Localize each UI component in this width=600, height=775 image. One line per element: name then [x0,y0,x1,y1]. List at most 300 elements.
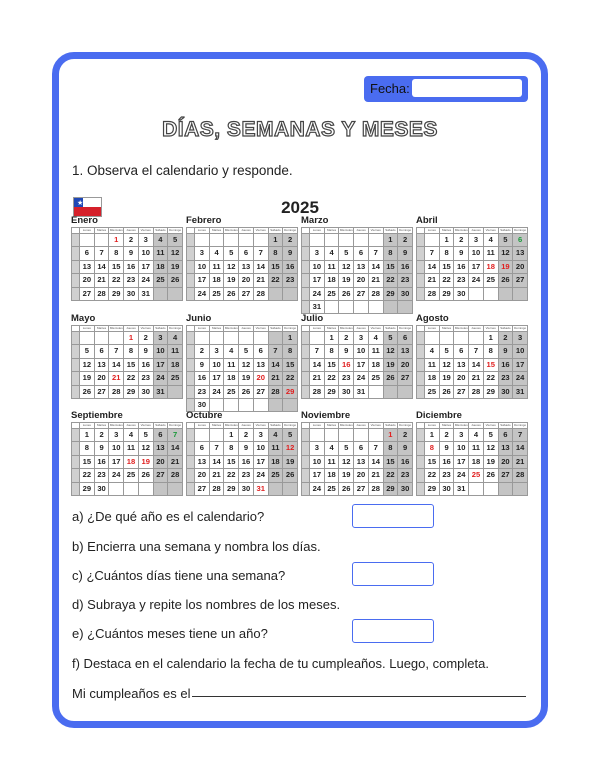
day-cell[interactable]: 16 [398,456,413,469]
day-cell[interactable]: 5 [440,345,455,358]
day-cell[interactable]: 31 [354,386,369,399]
day-cell[interactable]: 29 [109,288,124,301]
day-cell[interactable]: 25 [224,386,239,399]
day-cell[interactable]: 23 [454,274,469,287]
day-cell[interactable]: 26 [440,386,455,399]
day-cell[interactable]: 6 [499,429,514,442]
day-cell[interactable]: 18 [325,469,340,482]
day-cell[interactable]: 20 [80,274,95,287]
day-cell[interactable]: 21 [109,372,124,385]
day-cell[interactable]: 14 [168,442,183,455]
day-cell[interactable]: 21 [168,456,183,469]
day-cell[interactable]: 30 [195,399,210,412]
day-cell[interactable]: 18 [469,456,484,469]
day-cell[interactable]: 20 [513,261,528,274]
day-cell[interactable]: 9 [239,442,254,455]
day-cell[interactable]: 22 [440,274,455,287]
day-cell[interactable]: 12 [283,442,298,455]
day-cell[interactable]: 14 [310,359,325,372]
day-cell[interactable]: 11 [369,345,384,358]
day-cell[interactable] [195,429,210,442]
day-cell[interactable]: 13 [454,359,469,372]
day-cell[interactable]: 30 [239,483,254,496]
day-cell[interactable]: 8 [224,442,239,455]
day-cell[interactable] [195,234,210,247]
day-cell[interactable]: 26 [484,469,499,482]
day-cell[interactable]: 9 [283,247,298,260]
day-cell[interactable]: 21 [425,274,440,287]
day-cell[interactable]: 19 [139,456,154,469]
day-cell[interactable]: 4 [154,234,169,247]
day-cell[interactable]: 30 [398,288,413,301]
day-cell[interactable]: 1 [440,234,455,247]
day-cell[interactable]: 3 [139,234,154,247]
day-cell[interactable]: 18 [484,261,499,274]
day-cell[interactable]: 29 [440,288,455,301]
day-cell[interactable]: 14 [109,359,124,372]
day-cell[interactable]: 19 [339,274,354,287]
day-cell[interactable]: 4 [124,429,139,442]
day-cell[interactable]: 16 [283,261,298,274]
day-cell[interactable]: 1 [384,234,399,247]
day-cell[interactable]: 22 [283,372,298,385]
day-cell[interactable]: 22 [384,274,399,287]
day-cell[interactable] [168,386,183,399]
day-cell[interactable]: 14 [369,456,384,469]
day-cell[interactable]: 1 [224,429,239,442]
answer-box-e[interactable] [352,619,434,643]
day-cell[interactable]: 14 [269,359,284,372]
day-cell[interactable]: 30 [124,288,139,301]
day-cell[interactable]: 4 [168,332,183,345]
day-cell[interactable]: 25 [369,372,384,385]
day-cell[interactable]: 7 [469,345,484,358]
day-cell[interactable]: 25 [154,274,169,287]
day-cell[interactable]: 7 [254,247,269,260]
day-cell[interactable] [168,483,183,496]
day-cell[interactable]: 24 [513,372,528,385]
day-cell[interactable]: 2 [339,332,354,345]
day-cell[interactable]: 17 [254,456,269,469]
day-cell[interactable]: 10 [469,247,484,260]
day-cell[interactable]: 1 [269,234,284,247]
day-cell[interactable]: 28 [369,483,384,496]
day-cell[interactable]: 2 [124,234,139,247]
day-cell[interactable]: 19 [80,372,95,385]
day-cell[interactable]: 1 [425,429,440,442]
day-cell[interactable]: 5 [339,442,354,455]
day-cell[interactable]: 4 [210,247,225,260]
day-cell[interactable]: 27 [398,372,413,385]
day-cell[interactable]: 2 [283,234,298,247]
day-cell[interactable]: 1 [124,332,139,345]
day-cell[interactable]: 2 [139,332,154,345]
day-cell[interactable]: 15 [325,359,340,372]
day-cell[interactable]: 8 [484,345,499,358]
day-cell[interactable]: 12 [440,359,455,372]
day-cell[interactable] [484,483,499,496]
day-cell[interactable]: 31 [310,301,325,314]
day-cell[interactable]: 26 [168,274,183,287]
day-cell[interactable]: 23 [283,274,298,287]
day-cell[interactable]: 13 [398,345,413,358]
day-cell[interactable] [168,288,183,301]
day-cell[interactable]: 10 [195,261,210,274]
day-cell[interactable]: 5 [80,345,95,358]
day-cell[interactable]: 2 [398,234,413,247]
day-cell[interactable] [484,288,499,301]
day-cell[interactable] [469,288,484,301]
day-cell[interactable] [109,332,124,345]
day-cell[interactable]: 28 [513,469,528,482]
day-cell[interactable]: 4 [224,345,239,358]
day-cell[interactable]: 28 [109,386,124,399]
day-cell[interactable]: 22 [425,469,440,482]
day-cell[interactable]: 3 [310,247,325,260]
day-cell[interactable]: 17 [154,359,169,372]
day-cell[interactable]: 16 [440,456,455,469]
day-cell[interactable]: 11 [325,261,340,274]
day-cell[interactable]: 11 [224,359,239,372]
day-cell[interactable]: 23 [440,469,455,482]
day-cell[interactable]: 27 [95,386,110,399]
day-cell[interactable]: 21 [95,274,110,287]
day-cell[interactable]: 17 [310,469,325,482]
day-cell[interactable] [210,234,225,247]
day-cell[interactable] [95,234,110,247]
day-cell[interactable]: 9 [398,247,413,260]
day-cell[interactable]: 3 [195,247,210,260]
day-cell[interactable]: 14 [513,442,528,455]
birthday-answer-line[interactable] [192,696,526,697]
day-cell[interactable]: 12 [224,261,239,274]
day-cell[interactable]: 12 [80,359,95,372]
day-cell[interactable]: 14 [95,261,110,274]
day-cell[interactable] [95,332,110,345]
day-cell[interactable]: 22 [80,469,95,482]
day-cell[interactable] [310,429,325,442]
day-cell[interactable]: 3 [513,332,528,345]
day-cell[interactable]: 24 [310,288,325,301]
day-cell[interactable]: 6 [354,247,369,260]
day-cell[interactable]: 19 [440,372,455,385]
day-cell[interactable]: 19 [384,359,399,372]
day-cell[interactable] [369,386,384,399]
day-cell[interactable]: 26 [239,386,254,399]
day-cell[interactable]: 4 [325,247,340,260]
day-cell[interactable]: 5 [224,247,239,260]
day-cell[interactable]: 13 [499,442,514,455]
day-cell[interactable]: 22 [384,469,399,482]
day-cell[interactable]: 3 [469,234,484,247]
day-cell[interactable]: 29 [425,483,440,496]
day-cell[interactable]: 31 [454,483,469,496]
day-cell[interactable] [339,234,354,247]
day-cell[interactable]: 27 [254,386,269,399]
day-cell[interactable]: 20 [95,372,110,385]
day-cell[interactable]: 26 [224,288,239,301]
day-cell[interactable]: 17 [109,456,124,469]
day-cell[interactable]: 20 [354,469,369,482]
day-cell[interactable]: 27 [195,483,210,496]
day-cell[interactable]: 16 [499,359,514,372]
day-cell[interactable]: 26 [499,274,514,287]
day-cell[interactable]: 1 [384,429,399,442]
day-cell[interactable]: 6 [454,345,469,358]
day-cell[interactable] [384,386,399,399]
day-cell[interactable]: 17 [139,261,154,274]
day-cell[interactable]: 15 [384,261,399,274]
day-cell[interactable]: 14 [425,261,440,274]
day-cell[interactable]: 20 [239,274,254,287]
day-cell[interactable] [354,234,369,247]
day-cell[interactable]: 22 [484,372,499,385]
day-cell[interactable]: 5 [339,247,354,260]
day-cell[interactable]: 9 [124,247,139,260]
day-cell[interactable]: 15 [425,456,440,469]
day-cell[interactable]: 9 [440,442,455,455]
day-cell[interactable]: 8 [109,247,124,260]
day-cell[interactable]: 10 [154,345,169,358]
day-cell[interactable]: 19 [484,456,499,469]
day-cell[interactable] [425,332,440,345]
day-cell[interactable]: 16 [124,261,139,274]
day-cell[interactable]: 7 [269,345,284,358]
day-cell[interactable]: 29 [224,483,239,496]
day-cell[interactable]: 7 [210,442,225,455]
day-cell[interactable]: 16 [95,456,110,469]
day-cell[interactable] [513,288,528,301]
day-cell[interactable]: 20 [154,456,169,469]
day-cell[interactable]: 25 [269,469,284,482]
day-cell[interactable]: 19 [239,372,254,385]
day-cell[interactable]: 3 [254,429,269,442]
day-cell[interactable]: 30 [398,483,413,496]
day-cell[interactable]: 24 [139,274,154,287]
day-cell[interactable]: 30 [440,483,455,496]
day-cell[interactable]: 5 [139,429,154,442]
day-cell[interactable]: 22 [224,469,239,482]
day-cell[interactable]: 7 [168,429,183,442]
day-cell[interactable]: 15 [109,261,124,274]
day-cell[interactable]: 10 [354,345,369,358]
day-cell[interactable] [310,332,325,345]
day-cell[interactable]: 1 [325,332,340,345]
day-cell[interactable]: 4 [369,332,384,345]
day-cell[interactable]: 2 [398,429,413,442]
day-cell[interactable]: 9 [95,442,110,455]
day-cell[interactable]: 14 [254,261,269,274]
day-cell[interactable]: 12 [139,442,154,455]
day-cell[interactable]: 16 [454,261,469,274]
day-cell[interactable]: 30 [454,288,469,301]
day-cell[interactable]: 10 [454,442,469,455]
day-cell[interactable] [369,429,384,442]
day-cell[interactable]: 14 [469,359,484,372]
day-cell[interactable] [499,288,514,301]
day-cell[interactable]: 25 [484,274,499,287]
day-cell[interactable]: 17 [310,274,325,287]
day-cell[interactable] [195,332,210,345]
day-cell[interactable]: 27 [80,288,95,301]
day-cell[interactable]: 25 [325,483,340,496]
day-cell[interactable] [124,483,139,496]
day-cell[interactable]: 16 [139,359,154,372]
day-cell[interactable]: 13 [254,359,269,372]
day-cell[interactable]: 5 [384,332,399,345]
day-cell[interactable]: 26 [339,483,354,496]
day-cell[interactable]: 8 [384,442,399,455]
day-cell[interactable] [154,288,169,301]
day-cell[interactable]: 26 [283,469,298,482]
day-cell[interactable]: 4 [484,234,499,247]
day-cell[interactable]: 18 [425,372,440,385]
day-cell[interactable]: 7 [109,345,124,358]
day-cell[interactable]: 10 [310,261,325,274]
day-cell[interactable]: 21 [469,372,484,385]
day-cell[interactable]: 5 [168,234,183,247]
day-cell[interactable]: 15 [484,359,499,372]
day-cell[interactable]: 18 [154,261,169,274]
day-cell[interactable]: 5 [239,345,254,358]
day-cell[interactable]: 12 [499,247,514,260]
day-cell[interactable]: 21 [513,456,528,469]
day-cell[interactable]: 1 [80,429,95,442]
day-cell[interactable] [139,483,154,496]
day-cell[interactable] [210,332,225,345]
day-cell[interactable]: 6 [195,442,210,455]
day-cell[interactable] [283,288,298,301]
day-cell[interactable]: 29 [384,288,399,301]
day-cell[interactable]: 24 [454,469,469,482]
day-cell[interactable]: 24 [195,288,210,301]
day-cell[interactable] [239,234,254,247]
day-cell[interactable]: 23 [398,274,413,287]
day-cell[interactable]: 6 [354,442,369,455]
day-cell[interactable]: 4 [425,345,440,358]
day-cell[interactable]: 3 [454,429,469,442]
day-cell[interactable]: 3 [210,345,225,358]
day-cell[interactable]: 15 [224,456,239,469]
day-cell[interactable]: 11 [154,247,169,260]
day-cell[interactable]: 28 [95,288,110,301]
day-cell[interactable]: 17 [195,274,210,287]
day-cell[interactable]: 20 [195,469,210,482]
day-cell[interactable] [154,483,169,496]
day-cell[interactable]: 13 [354,456,369,469]
day-cell[interactable]: 13 [80,261,95,274]
day-cell[interactable]: 7 [369,247,384,260]
day-cell[interactable]: 22 [109,274,124,287]
day-cell[interactable]: 2 [440,429,455,442]
day-cell[interactable]: 20 [499,456,514,469]
day-cell[interactable]: 18 [124,456,139,469]
day-cell[interactable]: 9 [139,345,154,358]
day-cell[interactable]: 24 [154,372,169,385]
day-cell[interactable]: 2 [195,345,210,358]
day-cell[interactable]: 11 [269,442,284,455]
day-cell[interactable]: 18 [168,359,183,372]
day-cell[interactable] [325,234,340,247]
day-cell[interactable]: 11 [210,261,225,274]
day-cell[interactable]: 12 [168,247,183,260]
day-cell[interactable]: 15 [269,261,284,274]
day-cell[interactable] [80,234,95,247]
day-cell[interactable]: 5 [499,234,514,247]
day-cell[interactable]: 19 [283,456,298,469]
day-cell[interactable]: 13 [354,261,369,274]
day-cell[interactable]: 30 [95,483,110,496]
day-cell[interactable]: 29 [283,386,298,399]
day-cell[interactable]: 6 [398,332,413,345]
day-cell[interactable]: 2 [239,429,254,442]
day-cell[interactable] [80,332,95,345]
day-cell[interactable] [469,332,484,345]
day-cell[interactable]: 25 [124,469,139,482]
day-cell[interactable]: 9 [195,359,210,372]
day-cell[interactable]: 29 [384,483,399,496]
answer-box-c[interactable] [352,562,434,586]
day-cell[interactable]: 6 [239,247,254,260]
day-cell[interactable]: 8 [440,247,455,260]
day-cell[interactable] [339,429,354,442]
day-cell[interactable] [239,332,254,345]
day-cell[interactable]: 11 [168,345,183,358]
day-cell[interactable]: 4 [469,429,484,442]
day-cell[interactable] [283,483,298,496]
day-cell[interactable]: 12 [339,456,354,469]
day-cell[interactable]: 24 [469,274,484,287]
day-cell[interactable]: 3 [310,442,325,455]
day-cell[interactable] [440,332,455,345]
day-cell[interactable]: 25 [168,372,183,385]
day-cell[interactable] [398,386,413,399]
day-cell[interactable]: 28 [425,288,440,301]
day-cell[interactable]: 17 [469,261,484,274]
day-cell[interactable]: 18 [369,359,384,372]
day-cell[interactable]: 2 [499,332,514,345]
day-cell[interactable]: 20 [354,274,369,287]
day-cell[interactable]: 25 [469,469,484,482]
day-cell[interactable]: 24 [254,469,269,482]
day-cell[interactable] [254,332,269,345]
day-cell[interactable]: 9 [339,345,354,358]
day-cell[interactable]: 23 [239,469,254,482]
day-cell[interactable]: 17 [513,359,528,372]
day-cell[interactable]: 17 [210,372,225,385]
day-cell[interactable]: 27 [499,469,514,482]
day-cell[interactable]: 13 [513,247,528,260]
day-cell[interactable]: 28 [369,288,384,301]
day-cell[interactable]: 30 [499,386,514,399]
day-cell[interactable]: 3 [109,429,124,442]
day-cell[interactable]: 23 [499,372,514,385]
day-cell[interactable]: 16 [398,261,413,274]
day-cell[interactable]: 21 [269,372,284,385]
day-cell[interactable]: 7 [310,345,325,358]
day-cell[interactable]: 6 [513,234,528,247]
day-cell[interactable]: 28 [310,386,325,399]
day-cell[interactable] [369,234,384,247]
day-cell[interactable]: 6 [95,345,110,358]
day-cell[interactable]: 14 [210,456,225,469]
day-cell[interactable]: 18 [325,274,340,287]
day-cell[interactable]: 18 [224,372,239,385]
day-cell[interactable]: 13 [195,456,210,469]
day-cell[interactable]: 27 [354,483,369,496]
day-cell[interactable]: 11 [425,359,440,372]
day-cell[interactable]: 6 [154,429,169,442]
